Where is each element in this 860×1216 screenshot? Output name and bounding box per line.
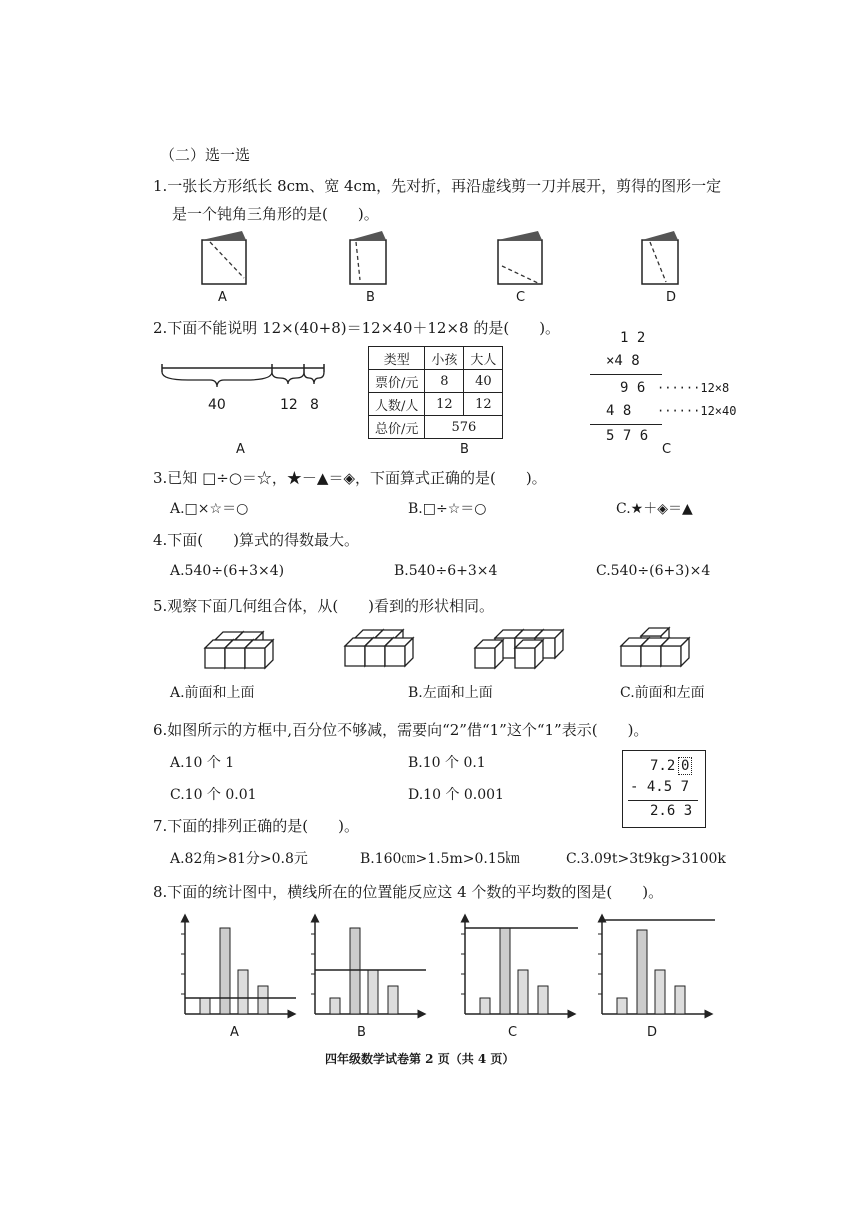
q8-label-d: D — [647, 1025, 658, 1040]
q7-stem: 7.下面的排列正确的是( )。 — [153, 817, 360, 835]
q4-option-a: A.540÷(6+3×4) — [170, 563, 285, 579]
q2-a-seg-40: 40 — [208, 397, 226, 413]
q4-stem: 4.下面( )算式的得数最大。 — [153, 531, 360, 549]
q7-option-a: A.82角>81分>0.8元 — [170, 851, 308, 867]
table-header: 大人 — [464, 347, 503, 370]
q2-c-row5: 5 7 6 — [606, 428, 649, 444]
q3-option-a: A.□×☆＝○ — [170, 501, 249, 517]
section-title: （二）选一选 — [160, 146, 251, 164]
q5-figure-b — [345, 630, 413, 666]
q2-a-seg-12: 12 — [280, 397, 298, 413]
table-cell: 8 — [425, 370, 464, 393]
q6-borrow-digit: 0 — [678, 757, 692, 775]
q4-option-b: B.540÷6+3×4 — [394, 563, 498, 579]
q1-stem-line1: 1.一张长方形纸长 8cm、宽 4cm，先对折，再沿虚线剪一刀并展开，剪得的图形一定 — [153, 177, 722, 195]
table-header: 类型 — [369, 347, 425, 370]
q8-chart-b — [311, 918, 426, 1014]
q3-stem: 3.已知 □÷○＝☆，★－▲＝◈，下面算式正确的是( )。 — [153, 469, 547, 487]
q5-figure-a — [205, 632, 273, 668]
q1-figure-b — [350, 231, 386, 284]
q2-b-ticket-table — [368, 346, 503, 439]
q6-option-b: B.10 个 0.1 — [408, 755, 486, 771]
page-footer: 四年级数学试卷第 2 页（共 4 页） — [325, 1052, 515, 1066]
q6-option-a: A.10 个 1 — [170, 755, 235, 771]
q2-stem: 2.下面不能说明 12×(40+8)＝12×40＋12×8 的是( )。 — [153, 319, 561, 337]
q5-stem: 5.观察下面几何组合体，从( )看到的形状相同。 — [153, 597, 495, 615]
table-header: 小孩 — [425, 347, 464, 370]
q2-c-line2 — [590, 424, 662, 425]
q3-option-c: C.★＋◈＝▲ — [616, 501, 693, 517]
q8-label-c: C — [508, 1025, 518, 1040]
q2-c-note1: ······12×8 — [657, 381, 730, 395]
q2-label-b: B — [460, 442, 469, 457]
table-cell: 票价/元 — [369, 370, 425, 393]
q5-option-a: A.前面和上面 — [170, 685, 255, 701]
q2-label-c: C — [662, 442, 672, 457]
q5-cube-figures — [195, 626, 705, 676]
q1-label-b: B — [366, 290, 375, 305]
q6-row2: - 4.5 7 — [630, 779, 690, 795]
q2-label-a: A — [236, 442, 245, 457]
q7-option-b: B.160㎝>1.5m>0.15㎞ — [360, 851, 520, 867]
q1-label-c: C — [516, 290, 526, 305]
q5-figure-c — [475, 630, 563, 668]
q8-chart-a — [181, 918, 296, 1014]
q6-option-c: C.10 个 0.01 — [170, 787, 257, 803]
q5-figure-d — [621, 628, 689, 666]
q1-stem-line2: 是一个钝角三角形的是( )。 — [172, 205, 379, 223]
q6-option-d: D.10 个 0.001 — [408, 787, 504, 803]
q2-a-seg-8: 8 — [310, 397, 319, 413]
q8-bar-chart-figures — [170, 912, 730, 1022]
q8-chart-d — [598, 918, 715, 1014]
q8-chart-c — [461, 918, 578, 1014]
q7-option-c: C.3.09t>3t9kg>3100k — [566, 851, 726, 867]
table-cell: 12 — [425, 393, 464, 416]
q6-row1-digits: 7.2 — [650, 758, 676, 774]
q6-row3: 2.6 3 — [650, 803, 693, 819]
table-cell: 总价/元 — [369, 416, 425, 439]
q6-line — [628, 800, 698, 801]
q8-label-b: B — [357, 1025, 366, 1040]
q1-figure-a — [202, 231, 246, 284]
q6-stem: 6.如图所示的方框中,百分位不够减，需要向“2”借“1”这个“1”表示( )。 — [153, 721, 649, 739]
q2-c-line1 — [590, 374, 662, 375]
table-cell: 576 — [425, 416, 503, 439]
q2-c-note2: ······12×40 — [657, 404, 737, 418]
q1-label-d: D — [666, 290, 677, 305]
q2-c-row1: 1 2 — [620, 330, 646, 346]
table-cell: 12 — [464, 393, 503, 416]
q3-option-b: B.□÷☆＝○ — [408, 501, 487, 517]
q5-option-b: B.左面和上面 — [408, 685, 493, 701]
table-cell: 人数/人 — [369, 393, 425, 416]
q4-option-c: C.540÷(6+3)×4 — [596, 563, 711, 579]
q8-stem: 8.下面的统计图中，横线所在的位置能反应这 4 个数的平均数的图是( )。 — [153, 883, 664, 901]
q2-c-row4: 4 8 — [606, 403, 632, 419]
table-cell: 40 — [464, 370, 503, 393]
q1-figure-d — [642, 231, 678, 284]
q1-label-a: A — [218, 290, 227, 305]
q5-option-c: C.前面和左面 — [620, 685, 705, 701]
q1-figure-c — [498, 231, 542, 284]
q8-label-a: A — [230, 1025, 239, 1040]
q2-c-row3: 9 6 — [620, 380, 646, 396]
q2-a-brace-diagram — [158, 360, 338, 390]
q2-c-row2: ×4 8 — [606, 353, 640, 369]
